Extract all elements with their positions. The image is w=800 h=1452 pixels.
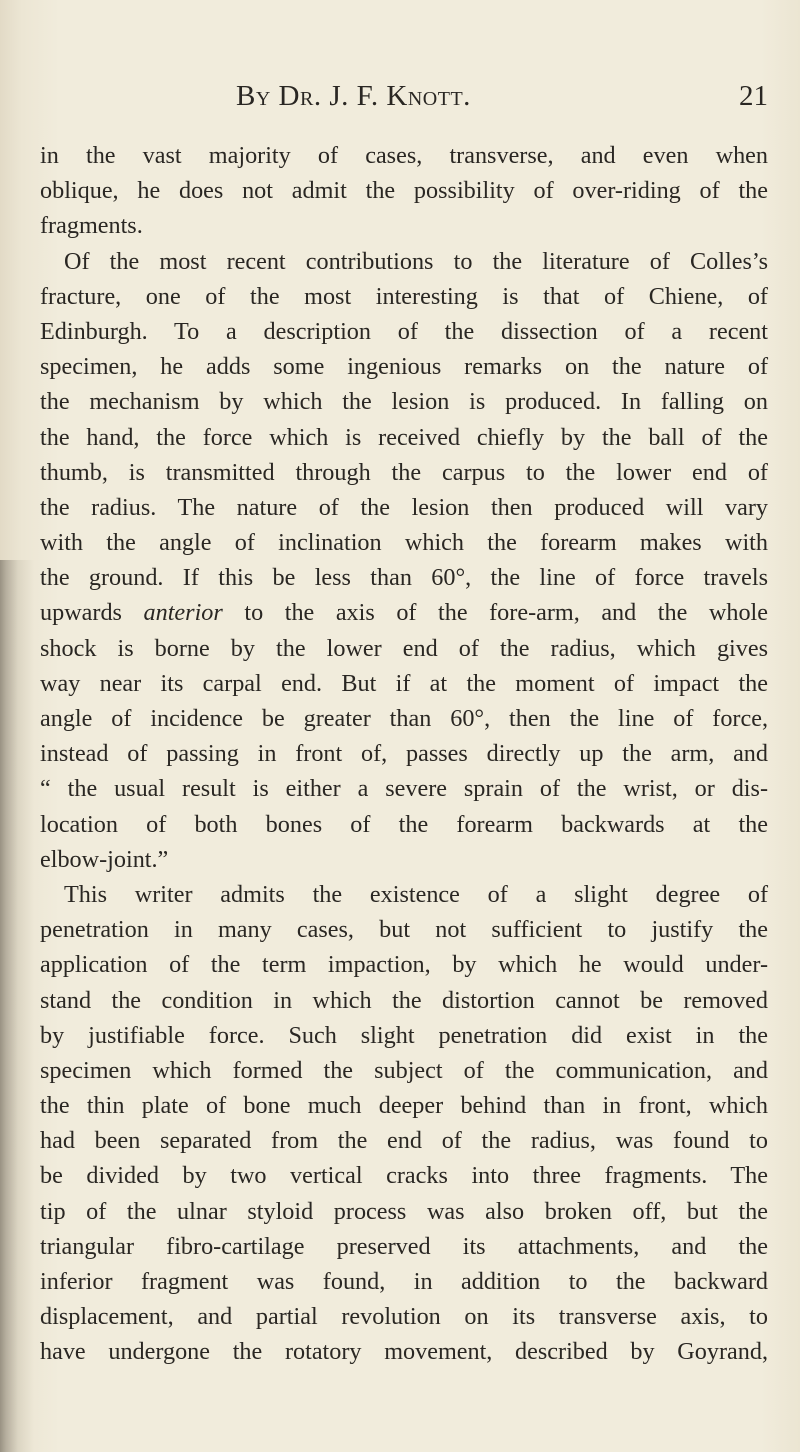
text-line: displacement, and partial revolution on its transverse axis, to <box>40 1303 768 1331</box>
text-line: location of both bones of the forearm backwards at the <box>40 810 768 838</box>
italic-emphasis: anterior <box>143 599 223 627</box>
text-line: the thin plate of bone much deeper behind than in front, which <box>40 1092 768 1120</box>
text-line: in the vast majority of cases, transverse, and even when <box>40 142 768 169</box>
text-line: the radius. The nature of the lesion then produced will vary <box>40 493 768 521</box>
text-line: specimen, he adds some ingenious remarks on the nature of <box>40 353 768 381</box>
text-line: tip of the ulnar styloid process was also broken off, but the <box>40 1197 768 1225</box>
text-line: be divided by two vertical cracks into three fragments. The <box>40 1162 768 1190</box>
text-line: triangular fibro-cartilage preserved its attachments, and the <box>40 1232 768 1260</box>
text-line: penetration in many cases, but not sufficient to justify the <box>40 916 768 944</box>
text-line: by justifiable force. Such slight penetration did exist in the <box>40 1021 768 1049</box>
page-number: 21 <box>739 80 768 112</box>
text-line: the mechanism by which the lesion is produced. In falling on <box>40 388 768 416</box>
text-line: Of the most recent contributions to the literature of Colles’s <box>64 247 768 275</box>
text-line: fracture, one of the most interesting is that of Chiene, of <box>40 282 768 310</box>
text-line: fragments. <box>40 212 143 240</box>
text-line: stand the condition in which the distortion cannot be removed <box>40 986 768 1014</box>
text-line: Edinburgh. To a description of the dissection of a recent <box>40 317 768 345</box>
running-head <box>236 80 768 120</box>
text-line: way near its carpal end. But if at the moment of impact the <box>40 669 768 697</box>
text-line: have undergone the rotatory movement, described by Goyrand, <box>40 1338 768 1366</box>
text-line: had been separated from the end of the radius, was found to <box>40 1127 768 1155</box>
text-line: the ground. If this be less than 60°, the line of force travels <box>40 564 768 592</box>
text-line: This writer admits the existence of a slight degree of <box>64 880 768 908</box>
text-segment: upwards <box>40 599 144 627</box>
text-line: elbow-joint.” <box>40 845 169 873</box>
text-line: application of the term impaction, by which he would under- <box>40 951 768 979</box>
text-line: thumb, is transmitted through the carpus to the lower end of <box>40 458 768 486</box>
text-line <box>40 595 768 630</box>
text-line: angle of incidence be greater than 60°, then the line of force, <box>40 705 768 732</box>
text-line: inferior fragment was found, in addition to the backward <box>40 1268 768 1295</box>
text-line: the hand, the force which is received chiefly by the ball of the <box>40 423 768 451</box>
text-line: with the angle of inclination which the forearm makes with <box>40 529 768 557</box>
text-line: “ the usual result is either a severe sprain of the wrist, or dis- <box>40 775 768 803</box>
body-text <box>40 138 768 1370</box>
text-line: oblique, he does not admit the possibility of over-riding of the <box>40 177 768 205</box>
text-line: shock is borne by the lower end of the radius, which gives <box>40 634 768 662</box>
text-line: specimen which formed the subject of the communication, and <box>40 1056 768 1084</box>
text-line: instead of passing in front of, passes directly up the arm, and <box>40 740 768 768</box>
running-title: By Dr. J. F. Knott. <box>236 80 471 112</box>
text-segment: to the axis of the fore-arm, and the whole <box>222 599 768 627</box>
binding-gutter-shadow <box>0 560 34 1452</box>
